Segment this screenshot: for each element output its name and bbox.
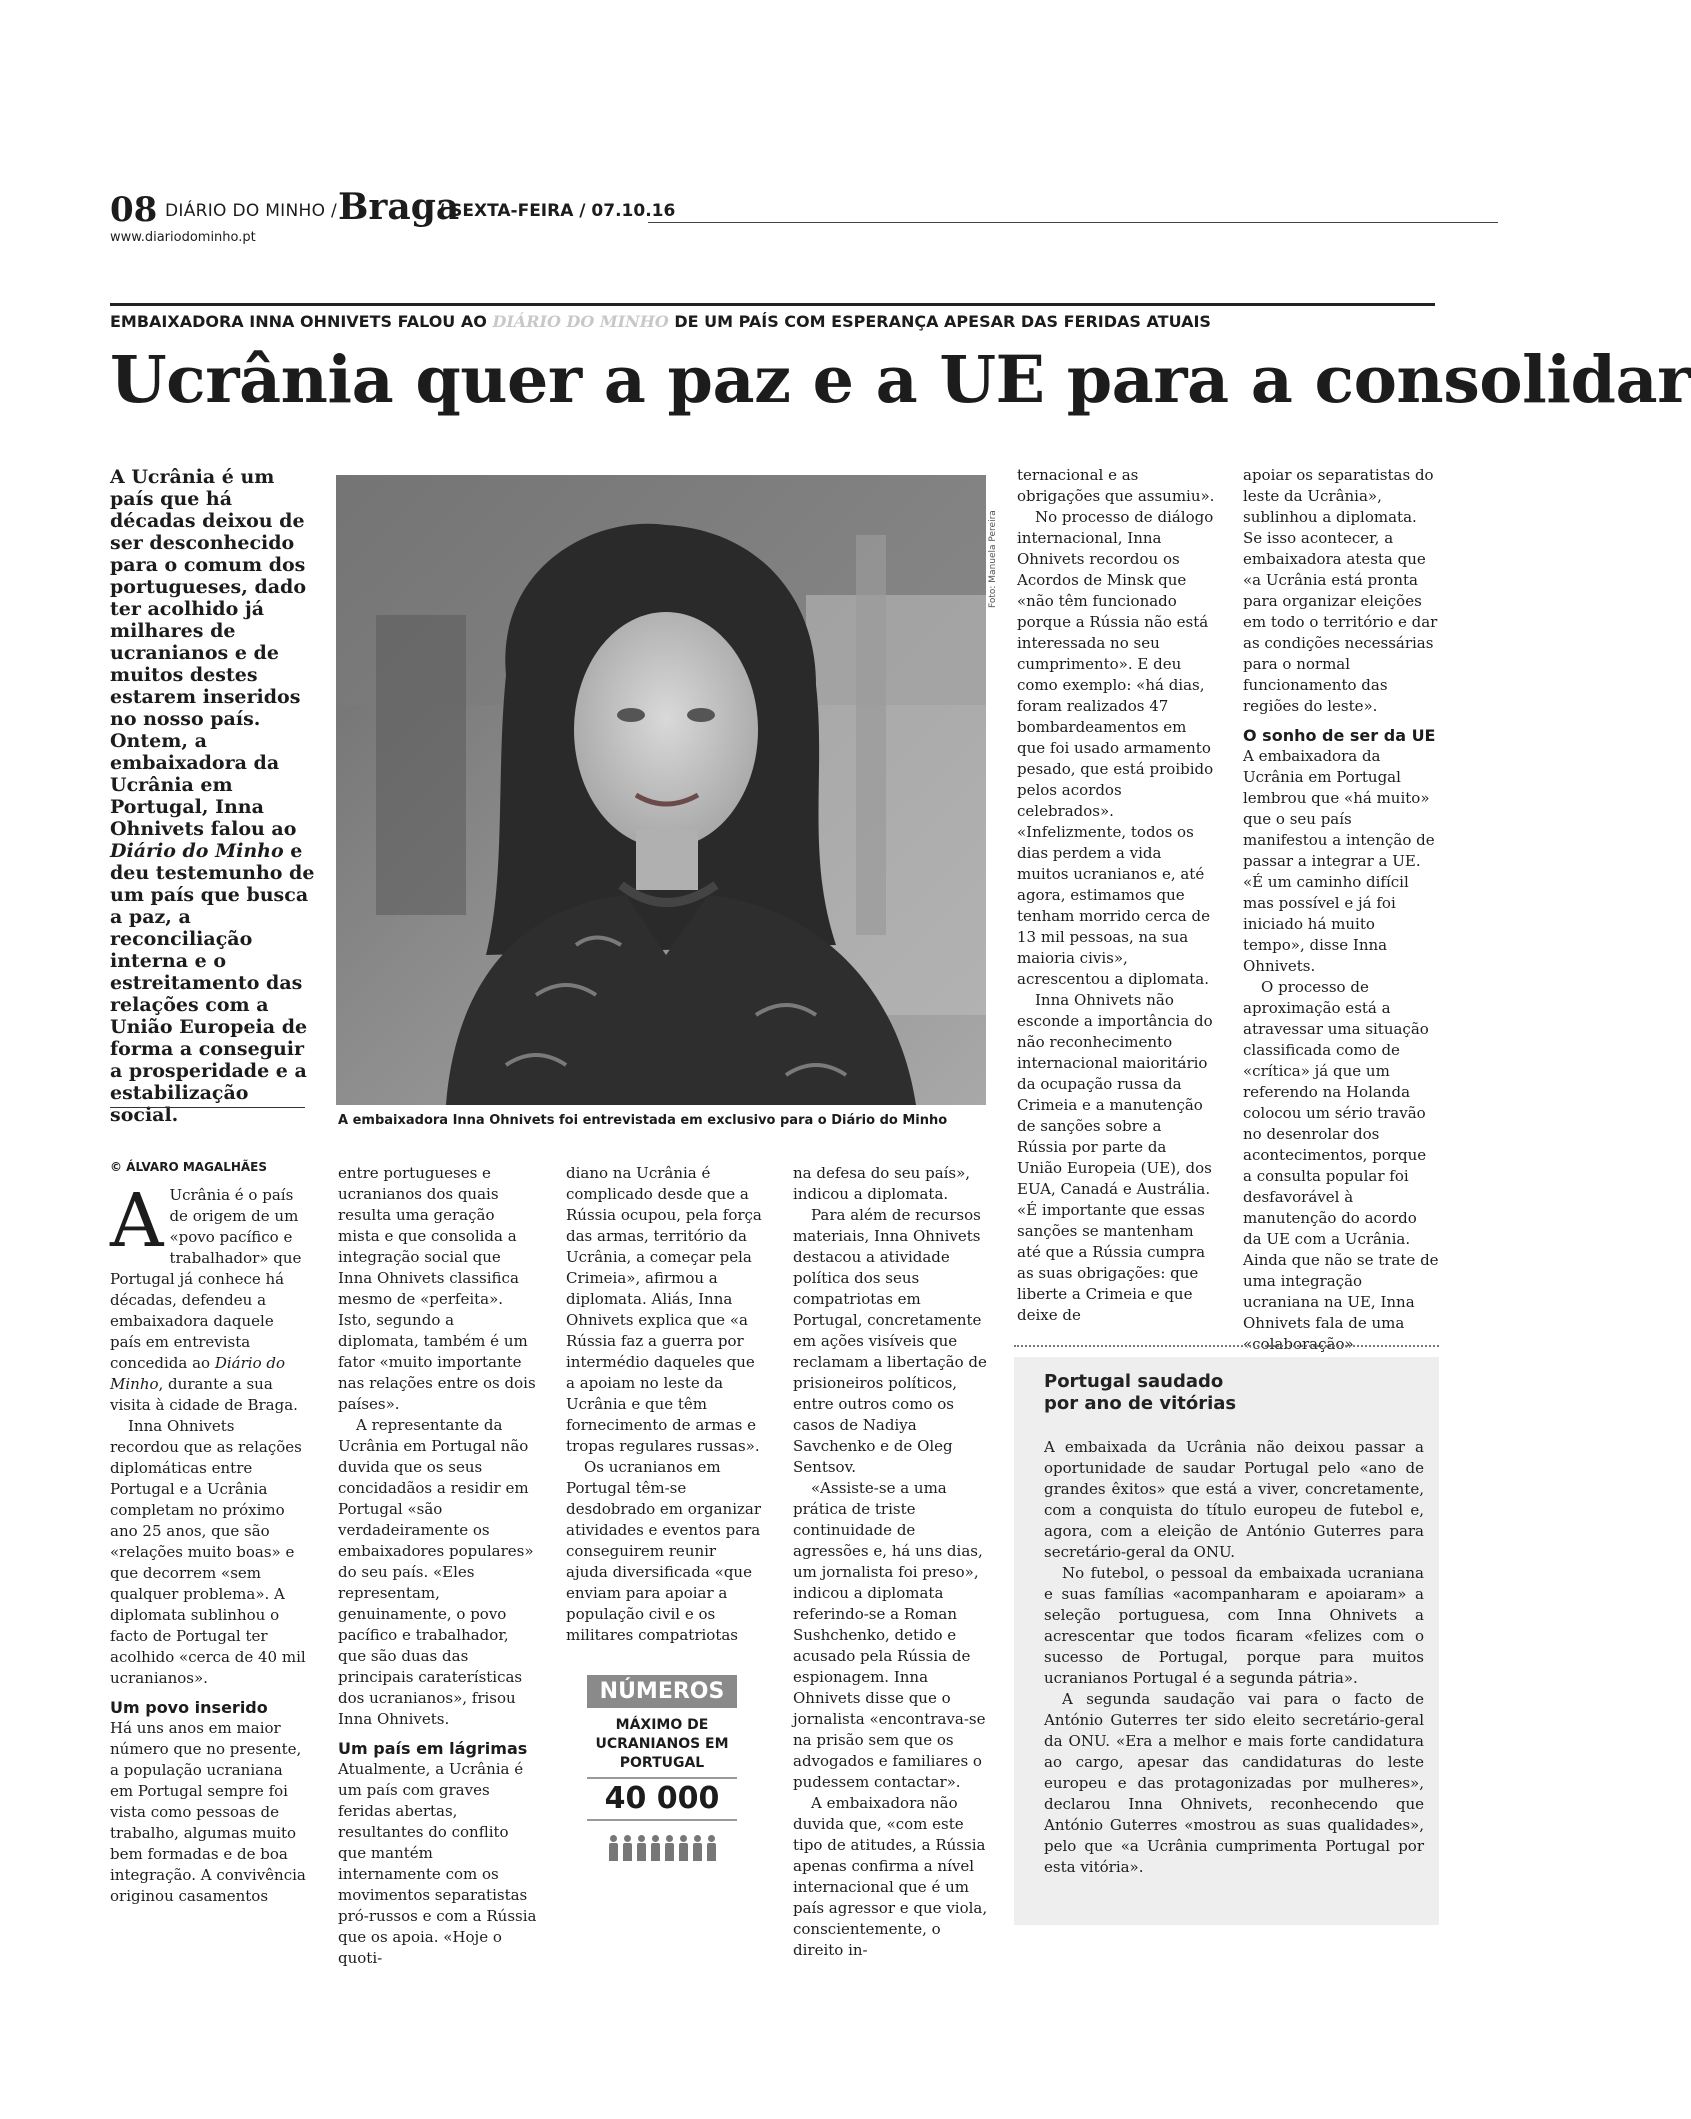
person-icon xyxy=(636,1835,647,1861)
paragraph: na defesa do seu país», indicou a diplomata. xyxy=(793,1164,971,1203)
numbers-box xyxy=(582,1675,742,1927)
sidebar-body xyxy=(1044,1437,1424,1878)
people-icons xyxy=(582,1835,742,1861)
issue-date: / SEXTA-FEIRA / 07.10.16 xyxy=(438,201,676,221)
photo-caption: A embaixadora Inna Ohnivets foi entrevistada em exclusivo para o Diário do Minho xyxy=(338,1113,948,1128)
sidebar-divider xyxy=(1014,1345,1439,1347)
paragraph-text-end: , durante a sua visita à cidade de Braga. xyxy=(110,1375,298,1414)
lede xyxy=(110,466,315,1126)
photo-credit: Foto: Manuela Pereira xyxy=(988,510,998,608)
lede-rule xyxy=(110,1107,305,1108)
paragraph: Há uns anos em maior número que no presente, a população ucraniana em Portugal sempre foi vista como pessoas de trabalho, algumas muito bem formadas e de boa integração. A convivência originou casamentos xyxy=(110,1719,306,1905)
column-5 xyxy=(1017,465,1215,1326)
paragraph: A embaixada da Ucrânia não deixou passar a oportunidade de saudar Portugal pelo «ano de grandes êxitos» que está a viver, concretamente, com a conquista do título europeu de futebol e, agora, com a eleição de António Guterres para secretário-geral da ONU. xyxy=(1044,1438,1424,1561)
paragraph: Inna Ohnivets não esconde a importância do não reconhecimento internacional maioritário da ocupação russa da Crimeia e a manutenção de sanções sobre a Rússia por parte da União Europeia (UE), dos EUA, Canadá e Austrália. «É importante que essas sanções se mantenham até que a Rússia cumpra as suas obrigações: que liberte a Crimeia e que deixe de xyxy=(1017,991,1213,1324)
person-icon xyxy=(650,1835,661,1861)
paragraph: O processo de aproximação está a atravessar uma situação classificada como de «crítica» já que um referendo na Holanda colocou um sério travão no desenrolar dos acontecimentos, porque a consulta popular foi desfavorável à manutenção do acordo da UE com a Ucrânia. Ainda que não se trate de uma integração ucraniana na UE, Inna Ohnivets fala de uma «colaboração» xyxy=(1243,978,1439,1353)
paragraph: ternacional e as obrigações que assumiu». xyxy=(1017,466,1215,505)
sidebar-box xyxy=(1014,1357,1439,1925)
paragraph: apoiar os separatistas do leste da Ucrânia», sublinhou a diplomata. Se isso acontecer, a embaixadora atesta que «a Ucrânia está pronta para organizar eleições em todo o território e dar as condições necessárias para o normal funcionamento das regiões do leste». xyxy=(1243,466,1438,715)
paragraph: No processo de diálogo internacional, Inna Ohnivets recordou os Acordos de Minsk que «não têm funcionado porque a Rússia não está interessada no seu cumprimento». E deu como exemplo: «há dias, foram realizados 47 bombardeamentos em que foi usado armamento pesado, que está proibido pelos acordos celebrados». «Infelizmente, todos os dias perdem a vida muitos ucranianos e, até agora, estimamos que tenham morrido cerca de 13 mil pessoas, na sua maioria civis», acrescentou a diplomata. xyxy=(1017,508,1214,988)
person-icon xyxy=(664,1835,675,1861)
column-6 xyxy=(1243,465,1439,1376)
person-icon xyxy=(692,1835,703,1861)
drop-cap: A xyxy=(110,1178,164,1264)
paragraph: Atualmente, a Ucrânia é um país com graves feridas abertas, resultantes do conflito que mantém internamente com os movimentos separatistas pró-russos e com a Rússia que os apoia. «Hoje o quoti- xyxy=(338,1760,537,1967)
subheading: Um país em lágrimas xyxy=(338,1739,528,1758)
header-rule xyxy=(648,222,1498,223)
kicker-part1: EMBAIXADORA INNA OHNIVETS FALOU AO xyxy=(110,312,487,331)
headline: Ucrânia quer a paz e a UE para a consolidar xyxy=(110,342,1691,418)
lede-text-end: e deu testemunho de um país que busca a paz, a reconciliação interna e o estreitamento das relações com a União Europeia de forma a conseguir a prosperidade e a estabilização social. xyxy=(110,840,315,1126)
ambassador-photo xyxy=(336,475,986,1105)
kicker-rule xyxy=(110,303,1435,306)
site-url: www.diariodominho.pt xyxy=(110,230,256,245)
person-icon xyxy=(678,1835,689,1861)
page-number: 08 xyxy=(110,190,158,230)
publication-name: DIÁRIO DO MINHO / xyxy=(165,201,338,221)
paragraph: Os ucranianos em Portugal têm-se desdobrado em organizar atividades e eventos para conseguirem reunir ajuda diversificada «que enviam para apoiar a população civil e os militares compatriotas xyxy=(566,1458,762,1644)
column-4 xyxy=(793,1163,991,1961)
numbers-title: NÚMEROS xyxy=(587,1675,737,1708)
lede-italic: Diário do Minho xyxy=(110,840,284,862)
kicker-part2: DE UM PAÍS COM ESPERANÇA APESAR DAS FERIDAS ATUAIS xyxy=(674,312,1211,331)
paragraph-italic: Diário do Minho xyxy=(110,1354,285,1393)
kicker xyxy=(110,312,1211,331)
paragraph: A embaixadora não duvida que, «com este tipo de atitudes, a Rússia apenas confirma a nível internacional que é um país agressor e que viola, conscientemente, o direito in- xyxy=(793,1794,988,1959)
subheading: O sonho de ser da UE xyxy=(1243,726,1436,745)
paragraph: A representante da Ucrânia em Portugal não duvida que os seus concidadãos a residir em Portugal «são verdadeiramente os embaixadores populares» do seu país. «Eles representam, genuinamente, o povo pacífico e trabalhador, que são duas das principais caraterísticas dos ucranianos», frisou Inna Ohnivets. xyxy=(338,1416,534,1728)
paragraph: A embaixadora da Ucrânia em Portugal lembrou que «há muito» que o seu país manifestou a intenção de passar a integrar a UE. «É um caminho difícil mas possível e já foi iniciado há muito tempo», disse Inna Ohnivets. xyxy=(1243,747,1435,975)
lede-text: A Ucrânia é um país que há décadas deixou de ser desconhecido para o comum dos portugueses, dado ter acolhido já milhares de ucranianos e de muitos destes estarem inseridos no nosso país. Ontem, a embaixadora da Ucrânia em Portugal, Inna Ohnivets falou ao xyxy=(110,466,307,840)
person-icon xyxy=(608,1835,619,1861)
paragraph: entre portugueses e ucranianos dos quais resulta uma geração mista e que consolida a integração social que Inna Ohnivets classifica mesmo de «perfeita». Isto, segundo a diplomata, também é um fator «muito importante nas relações entre os dois países». xyxy=(338,1164,536,1413)
person-icon xyxy=(706,1835,717,1861)
paragraph: A segunda saudação vai para o facto de António Guterres ter sido eleito secretário-geral da ONU. «Era a melhor e mais forte candidatura ao cargo, apesar das candidaturas do leste europeu e das protagonizadas por mulheres», declarou Inna Ohnivets, reconhecendo que António Guterres «mostrou as suas qualidades», pelo que «a Ucrânia cumprimenta Portugal por esta vitória». xyxy=(1044,1690,1424,1876)
column-2 xyxy=(338,1163,538,1969)
paragraph: Para além de recursos materiais, Inna Ohnivets destacou a atividade política dos seus compatriotas em Portugal, concretamente em ações visíveis que reclamam a libertação de prisioneiros políticos, entre outros como os casos de Nadiya Savchenko e de Oleg Sentsov. xyxy=(793,1206,987,1476)
column-1 xyxy=(110,1178,306,1907)
numbers-label: MÁXIMO DE UCRANIANOS EM PORTUGAL xyxy=(595,1717,729,1771)
section-name: Braga xyxy=(338,186,460,228)
paragraph: «Assiste-se a uma prática de triste continuidade de agressões e, há uns dias, um jornalista foi preso», indicou a diplomata referindo-se a Roman Sushchenko, detido e acusado pela Rússia de espionagem. Inna Ohnivets disse que o jornalista «encontrava-se na prisão sem que os advogados e familiares o pudessem contactar». xyxy=(793,1479,986,1791)
paragraph: diano na Ucrânia é complicado desde que a Rússia ocupou, pela força das armas, território da Ucrânia, a começar pela Crimeia», afirmou a diplomata. Aliás, Inna Ohnivets explica que «a Rússia faz a guerra por intermédio daqueles que a apoiam no leste da Ucrânia e que têm fornecimento de armas e tropas regulares russas». xyxy=(566,1164,762,1455)
kicker-brand: DIÁRIO DO MINHO xyxy=(492,312,669,331)
byline: © ÁLVARO MAGALHÃES xyxy=(110,1160,268,1174)
person-icon xyxy=(622,1835,633,1861)
paragraph: Inna Ohnivets recordou que as relações diplomáticas entre Portugal e a Ucrânia completam no próximo ano 25 anos, que são «relações muito boas» e que decorrem «sem qualquer problema». A diplomata sublinhou o facto de Portugal ter acolhido «cerca de 40 mil ucranianos». xyxy=(110,1417,306,1687)
paragraph-text: Ucrânia é o país de origem de um «povo pacífico e trabalhador» que Portugal já conhece há décadas, defendeu a embaixadora daquele país em entrevista concedida ao xyxy=(110,1186,302,1372)
paragraph: No futebol, o pessoal da embaixada ucraniana e suas famílias «acompanharam e apoiaram» a seleção portuguesa, com Inna Ohnivets a acrescentar que todos ficaram «felizes com o sucesso de Portugal, porque para muitos ucranianos Portugal é a segunda pátria». xyxy=(1044,1564,1424,1687)
paragraph xyxy=(110,1178,306,1416)
subheading: Um povo inserido xyxy=(110,1698,268,1717)
numbers-value: 40 000 xyxy=(587,1777,737,1821)
column-3 xyxy=(566,1163,762,1646)
sidebar-title: Portugal saudado por ano de vitórias xyxy=(1044,1371,1237,1414)
